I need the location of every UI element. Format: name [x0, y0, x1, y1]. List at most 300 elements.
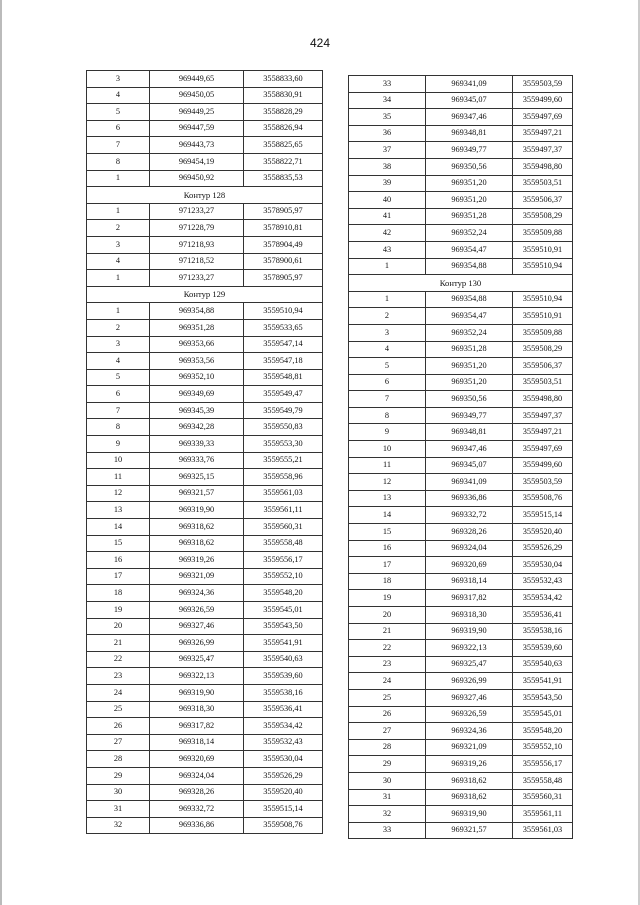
table-row: [87, 751, 323, 768]
table-row: [349, 507, 573, 524]
point-number-cell: 41: [349, 208, 426, 225]
x-coordinate-cell: 969352,24: [426, 324, 513, 341]
table-row: [349, 706, 573, 723]
point-number-cell: 38: [349, 158, 426, 175]
x-coordinate-cell: 969321,57: [150, 485, 244, 502]
x-coordinate-cell: 969353,56: [150, 353, 244, 370]
y-coordinate-cell: 3559497,37: [513, 142, 573, 159]
point-number-cell: 29: [349, 756, 426, 773]
table-row: [349, 557, 573, 574]
table-row: [87, 635, 323, 652]
point-number-cell: 1: [349, 258, 426, 275]
table-row: [349, 92, 573, 109]
x-coordinate-cell: 969319,26: [150, 552, 244, 569]
point-number-cell: 32: [87, 817, 150, 834]
y-coordinate-cell: 3559536,41: [513, 607, 573, 624]
point-number-cell: 1: [87, 170, 150, 187]
x-coordinate-cell: 969349,77: [426, 142, 513, 159]
y-coordinate-cell: 3578905,97: [244, 270, 323, 287]
table-row: [87, 220, 323, 237]
x-coordinate-cell: 969318,30: [426, 607, 513, 624]
y-coordinate-cell: 3559560,31: [244, 519, 323, 536]
point-number-cell: 7: [87, 402, 150, 419]
x-coordinate-cell: 969349,69: [150, 386, 244, 403]
table-row: [349, 441, 573, 458]
x-coordinate-cell: 969347,46: [426, 441, 513, 458]
y-coordinate-cell: 3559548,20: [244, 585, 323, 602]
table-row: [349, 822, 573, 839]
point-number-cell: 5: [349, 358, 426, 375]
x-coordinate-cell: 969351,28: [150, 319, 244, 336]
y-coordinate-cell: 3559556,17: [244, 552, 323, 569]
x-coordinate-cell: 969353,66: [150, 336, 244, 353]
point-number-cell: 10: [87, 452, 150, 469]
table-row: [349, 76, 573, 93]
contour-title: Контур 129: [87, 286, 323, 303]
y-coordinate-cell: 3559552,10: [513, 739, 573, 756]
table-row: [349, 258, 573, 275]
x-coordinate-cell: 969317,82: [426, 590, 513, 607]
y-coordinate-cell: 3559510,91: [513, 308, 573, 325]
point-number-cell: 31: [349, 789, 426, 806]
y-coordinate-cell: 3559539,60: [244, 668, 323, 685]
point-number-cell: 28: [87, 751, 150, 768]
x-coordinate-cell: 969345,39: [150, 402, 244, 419]
table-row: [87, 303, 323, 320]
y-coordinate-cell: 3559549,47: [244, 386, 323, 403]
y-coordinate-cell: 3559543,50: [513, 689, 573, 706]
x-coordinate-cell: 969339,33: [150, 436, 244, 453]
table-row: [87, 402, 323, 419]
coordinates-table-left: [86, 70, 323, 834]
table-row: [349, 125, 573, 142]
point-number-cell: 37: [349, 142, 426, 159]
point-number-cell: 24: [87, 684, 150, 701]
contour-header-row: [87, 187, 323, 204]
table-row: [349, 640, 573, 657]
table-row: [349, 208, 573, 225]
x-coordinate-cell: 971228,79: [150, 220, 244, 237]
y-coordinate-cell: 3578900,61: [244, 253, 323, 270]
y-coordinate-cell: 3559508,29: [513, 208, 573, 225]
point-number-cell: 6: [87, 386, 150, 403]
x-coordinate-cell: 969443,73: [150, 137, 244, 154]
y-coordinate-cell: 3559539,60: [513, 640, 573, 657]
x-coordinate-cell: 969318,62: [426, 772, 513, 789]
y-coordinate-cell: 3559530,04: [513, 557, 573, 574]
table-row: [349, 192, 573, 209]
point-number-cell: 27: [87, 734, 150, 751]
table-row: [87, 253, 323, 270]
y-coordinate-cell: 3559541,91: [513, 673, 573, 690]
point-number-cell: 17: [349, 557, 426, 574]
table-row: [349, 374, 573, 391]
x-coordinate-cell: 969325,47: [426, 656, 513, 673]
table-row: [87, 452, 323, 469]
table-row: [349, 324, 573, 341]
point-number-cell: 39: [349, 175, 426, 192]
point-number-cell: 3: [349, 324, 426, 341]
y-coordinate-cell: 3559549,79: [244, 402, 323, 419]
y-coordinate-cell: 3559526,29: [513, 540, 573, 557]
x-coordinate-cell: 969324,04: [150, 767, 244, 784]
point-number-cell: 22: [349, 640, 426, 657]
point-number-cell: 5: [87, 369, 150, 386]
y-coordinate-cell: 3559499,60: [513, 457, 573, 474]
x-coordinate-cell: 969350,56: [426, 158, 513, 175]
point-number-cell: 19: [349, 590, 426, 607]
x-coordinate-cell: 969345,07: [426, 457, 513, 474]
table-row: [87, 120, 323, 137]
y-coordinate-cell: 3559526,29: [244, 767, 323, 784]
x-coordinate-cell: 969318,14: [150, 734, 244, 751]
point-number-cell: 42: [349, 225, 426, 242]
y-coordinate-cell: 3559508,76: [244, 817, 323, 834]
table-row: [349, 524, 573, 541]
x-coordinate-cell: 969351,28: [426, 341, 513, 358]
y-coordinate-cell: 3559550,83: [244, 419, 323, 436]
x-coordinate-cell: 969318,62: [426, 789, 513, 806]
table-row: [87, 784, 323, 801]
point-number-cell: 24: [349, 673, 426, 690]
x-coordinate-cell: 969318,14: [426, 573, 513, 590]
table-row: [87, 319, 323, 336]
x-coordinate-cell: 969354,88: [150, 303, 244, 320]
contour-title: Контур 128: [87, 187, 323, 204]
y-coordinate-cell: 3559506,37: [513, 358, 573, 375]
table-row: [87, 801, 323, 818]
point-number-cell: 18: [87, 585, 150, 602]
table-row: [87, 602, 323, 619]
point-number-cell: 35: [349, 109, 426, 126]
table-row: [87, 87, 323, 104]
x-coordinate-cell: 969319,90: [426, 806, 513, 823]
x-coordinate-cell: 969321,09: [150, 568, 244, 585]
x-coordinate-cell: 969327,46: [150, 618, 244, 635]
point-number-cell: 15: [349, 524, 426, 541]
table-row: [87, 270, 323, 287]
x-coordinate-cell: 969324,04: [426, 540, 513, 557]
x-coordinate-cell: 969341,09: [426, 76, 513, 93]
x-coordinate-cell: 969324,36: [426, 723, 513, 740]
table-row: [349, 407, 573, 424]
point-number-cell: 13: [87, 502, 150, 519]
table-row: [349, 540, 573, 557]
y-coordinate-cell: 3559560,31: [513, 789, 573, 806]
y-coordinate-cell: 3559509,88: [513, 225, 573, 242]
table-row: [87, 535, 323, 552]
point-number-cell: 15: [87, 535, 150, 552]
x-coordinate-cell: 969332,72: [150, 801, 244, 818]
table-row: [87, 369, 323, 386]
x-coordinate-cell: 969317,82: [150, 718, 244, 735]
point-number-cell: 8: [87, 419, 150, 436]
table-row: [87, 701, 323, 718]
x-coordinate-cell: 969324,36: [150, 585, 244, 602]
x-coordinate-cell: 969354,88: [426, 291, 513, 308]
table-row: [87, 684, 323, 701]
y-coordinate-cell: 3578905,97: [244, 203, 323, 220]
y-coordinate-cell: 3558826,94: [244, 120, 323, 137]
table-row: [349, 806, 573, 823]
point-number-cell: 14: [349, 507, 426, 524]
point-number-cell: 43: [349, 241, 426, 258]
point-number-cell: 1: [87, 270, 150, 287]
point-number-cell: 2: [87, 220, 150, 237]
table-row: [87, 386, 323, 403]
table-row: [87, 485, 323, 502]
y-coordinate-cell: 3559558,48: [244, 535, 323, 552]
table-row: [349, 142, 573, 159]
y-coordinate-cell: 3559503,59: [513, 76, 573, 93]
x-coordinate-cell: 969349,77: [426, 407, 513, 424]
page-number: 424: [309, 36, 331, 50]
table-row: [349, 789, 573, 806]
y-coordinate-cell: 3559497,21: [513, 125, 573, 142]
x-coordinate-cell: 969326,59: [426, 706, 513, 723]
y-coordinate-cell: 3559561,03: [244, 485, 323, 502]
point-number-cell: 23: [349, 656, 426, 673]
y-coordinate-cell: 3559506,37: [513, 192, 573, 209]
point-number-cell: 11: [87, 469, 150, 486]
table-row: [349, 457, 573, 474]
y-coordinate-cell: 3559558,48: [513, 772, 573, 789]
table-row: [87, 668, 323, 685]
point-number-cell: 3: [87, 71, 150, 88]
point-number-cell: 23: [87, 668, 150, 685]
point-number-cell: 9: [87, 436, 150, 453]
y-coordinate-cell: 3559497,69: [513, 109, 573, 126]
table-row: [87, 353, 323, 370]
table-row: [87, 651, 323, 668]
y-coordinate-cell: 3559515,14: [244, 801, 323, 818]
point-number-cell: 6: [87, 120, 150, 137]
point-number-cell: 40: [349, 192, 426, 209]
x-coordinate-cell: 969325,47: [150, 651, 244, 668]
x-coordinate-cell: 969319,26: [426, 756, 513, 773]
x-coordinate-cell: 969450,92: [150, 170, 244, 187]
x-coordinate-cell: 969320,69: [426, 557, 513, 574]
table-row: [87, 519, 323, 536]
y-coordinate-cell: 3559548,81: [244, 369, 323, 386]
y-coordinate-cell: 3559555,21: [244, 452, 323, 469]
y-coordinate-cell: 3559530,04: [244, 751, 323, 768]
point-number-cell: 4: [87, 87, 150, 104]
y-coordinate-cell: 3558828,29: [244, 104, 323, 121]
point-number-cell: 20: [87, 618, 150, 635]
point-number-cell: 7: [87, 137, 150, 154]
y-coordinate-cell: 3559561,11: [244, 502, 323, 519]
table-row: [87, 469, 323, 486]
x-coordinate-cell: 969454,19: [150, 153, 244, 170]
table-row: [87, 236, 323, 253]
table-row: [349, 490, 573, 507]
x-coordinate-cell: 969342,28: [150, 419, 244, 436]
x-coordinate-cell: 969326,99: [150, 635, 244, 652]
x-coordinate-cell: 969354,47: [426, 308, 513, 325]
point-number-cell: 3: [87, 336, 150, 353]
point-number-cell: 19: [87, 602, 150, 619]
y-coordinate-cell: 3559532,43: [513, 573, 573, 590]
y-coordinate-cell: 3578910,81: [244, 220, 323, 237]
x-coordinate-cell: 969348,81: [426, 424, 513, 441]
x-coordinate-cell: 971233,27: [150, 203, 244, 220]
table-row: [349, 424, 573, 441]
y-coordinate-cell: 3559498,80: [513, 158, 573, 175]
x-coordinate-cell: 969354,47: [426, 241, 513, 258]
contour-header-row: [349, 275, 573, 292]
point-number-cell: 4: [87, 253, 150, 270]
point-number-cell: 21: [349, 623, 426, 640]
y-coordinate-cell: 3559543,50: [244, 618, 323, 635]
scan-edge-left: [0, 0, 2, 905]
point-number-cell: 18: [349, 573, 426, 590]
x-coordinate-cell: 969321,57: [426, 822, 513, 839]
table-row: [87, 203, 323, 220]
x-coordinate-cell: 969328,26: [426, 524, 513, 541]
y-coordinate-cell: 3559497,37: [513, 407, 573, 424]
table-row: [87, 170, 323, 187]
x-coordinate-cell: 969332,72: [426, 507, 513, 524]
point-number-cell: 21: [87, 635, 150, 652]
point-number-cell: 12: [87, 485, 150, 502]
table-row: [87, 71, 323, 88]
point-number-cell: 33: [349, 76, 426, 93]
table-row: [349, 623, 573, 640]
point-number-cell: 32: [349, 806, 426, 823]
y-coordinate-cell: 3559497,21: [513, 424, 573, 441]
y-coordinate-cell: 3559552,10: [244, 568, 323, 585]
point-number-cell: 22: [87, 651, 150, 668]
table-row: [349, 158, 573, 175]
x-coordinate-cell: 969319,90: [426, 623, 513, 640]
table-row: [349, 225, 573, 242]
x-coordinate-cell: 969341,09: [426, 474, 513, 491]
point-number-cell: 27: [349, 723, 426, 740]
y-coordinate-cell: 3559510,94: [513, 291, 573, 308]
y-coordinate-cell: 3559533,65: [244, 319, 323, 336]
y-coordinate-cell: 3559510,94: [513, 258, 573, 275]
table-row: [87, 718, 323, 735]
coordinates-table-right: [348, 75, 573, 839]
x-coordinate-cell: 969351,20: [426, 358, 513, 375]
x-coordinate-cell: 969351,28: [426, 208, 513, 225]
table-row: [349, 590, 573, 607]
table-row: [87, 552, 323, 569]
x-coordinate-cell: 969351,20: [426, 374, 513, 391]
x-coordinate-cell: 969322,13: [426, 640, 513, 657]
x-coordinate-cell: 969447,59: [150, 120, 244, 137]
point-number-cell: 20: [349, 607, 426, 624]
point-number-cell: 2: [349, 308, 426, 325]
point-number-cell: 36: [349, 125, 426, 142]
point-number-cell: 30: [349, 772, 426, 789]
point-number-cell: 33: [349, 822, 426, 839]
y-coordinate-cell: 3559547,18: [244, 353, 323, 370]
point-number-cell: 26: [87, 718, 150, 735]
y-coordinate-cell: 3559510,91: [513, 241, 573, 258]
y-coordinate-cell: 3559503,51: [513, 374, 573, 391]
y-coordinate-cell: 3558825,65: [244, 137, 323, 154]
y-coordinate-cell: 3558830,91: [244, 87, 323, 104]
x-coordinate-cell: 971218,93: [150, 236, 244, 253]
y-coordinate-cell: 3559503,51: [513, 175, 573, 192]
table-row: [349, 689, 573, 706]
point-number-cell: 8: [349, 407, 426, 424]
y-coordinate-cell: 3559547,14: [244, 336, 323, 353]
y-coordinate-cell: 3559548,20: [513, 723, 573, 740]
x-coordinate-cell: 969319,90: [150, 502, 244, 519]
x-coordinate-cell: 971233,27: [150, 270, 244, 287]
x-coordinate-cell: 969352,24: [426, 225, 513, 242]
y-coordinate-cell: 3559498,80: [513, 391, 573, 408]
point-number-cell: 1: [87, 203, 150, 220]
point-number-cell: 10: [349, 441, 426, 458]
y-coordinate-cell: 3559545,01: [244, 602, 323, 619]
y-coordinate-cell: 3559508,29: [513, 341, 573, 358]
point-number-cell: 13: [349, 490, 426, 507]
table-row: [87, 104, 323, 121]
contour-title: Контур 130: [349, 275, 573, 292]
x-coordinate-cell: 969352,10: [150, 369, 244, 386]
x-coordinate-cell: 969351,20: [426, 175, 513, 192]
point-number-cell: 12: [349, 474, 426, 491]
point-number-cell: 4: [349, 341, 426, 358]
y-coordinate-cell: 3559561,03: [513, 822, 573, 839]
x-coordinate-cell: 969319,90: [150, 684, 244, 701]
point-number-cell: 8: [87, 153, 150, 170]
y-coordinate-cell: 3558835,53: [244, 170, 323, 187]
table-row: [87, 568, 323, 585]
point-number-cell: 6: [349, 374, 426, 391]
x-coordinate-cell: 969351,20: [426, 192, 513, 209]
x-coordinate-cell: 969327,46: [426, 689, 513, 706]
table-row: [349, 241, 573, 258]
y-coordinate-cell: 3559536,41: [244, 701, 323, 718]
y-coordinate-cell: 3559540,63: [244, 651, 323, 668]
table-row: [87, 585, 323, 602]
y-coordinate-cell: 3559532,43: [244, 734, 323, 751]
y-coordinate-cell: 3578904,49: [244, 236, 323, 253]
table-row: [349, 573, 573, 590]
table-row: [349, 756, 573, 773]
table-row: [349, 291, 573, 308]
x-coordinate-cell: 969333,76: [150, 452, 244, 469]
table-row: [349, 308, 573, 325]
y-coordinate-cell: 3559510,94: [244, 303, 323, 320]
y-coordinate-cell: 3559538,16: [513, 623, 573, 640]
x-coordinate-cell: 969318,62: [150, 519, 244, 536]
table-row: [87, 336, 323, 353]
table-row: [349, 772, 573, 789]
y-coordinate-cell: 3558822,71: [244, 153, 323, 170]
point-number-cell: 25: [349, 689, 426, 706]
table-row: [87, 734, 323, 751]
y-coordinate-cell: 3559499,60: [513, 92, 573, 109]
point-number-cell: 7: [349, 391, 426, 408]
point-number-cell: 14: [87, 519, 150, 536]
table-row: [349, 175, 573, 192]
y-coordinate-cell: 3559497,69: [513, 441, 573, 458]
y-coordinate-cell: 3559561,11: [513, 806, 573, 823]
point-number-cell: 34: [349, 92, 426, 109]
point-number-cell: 1: [87, 303, 150, 320]
table-row: [349, 341, 573, 358]
table-row: [349, 739, 573, 756]
table-row: [349, 607, 573, 624]
y-coordinate-cell: 3559534,42: [513, 590, 573, 607]
point-number-cell: 11: [349, 457, 426, 474]
